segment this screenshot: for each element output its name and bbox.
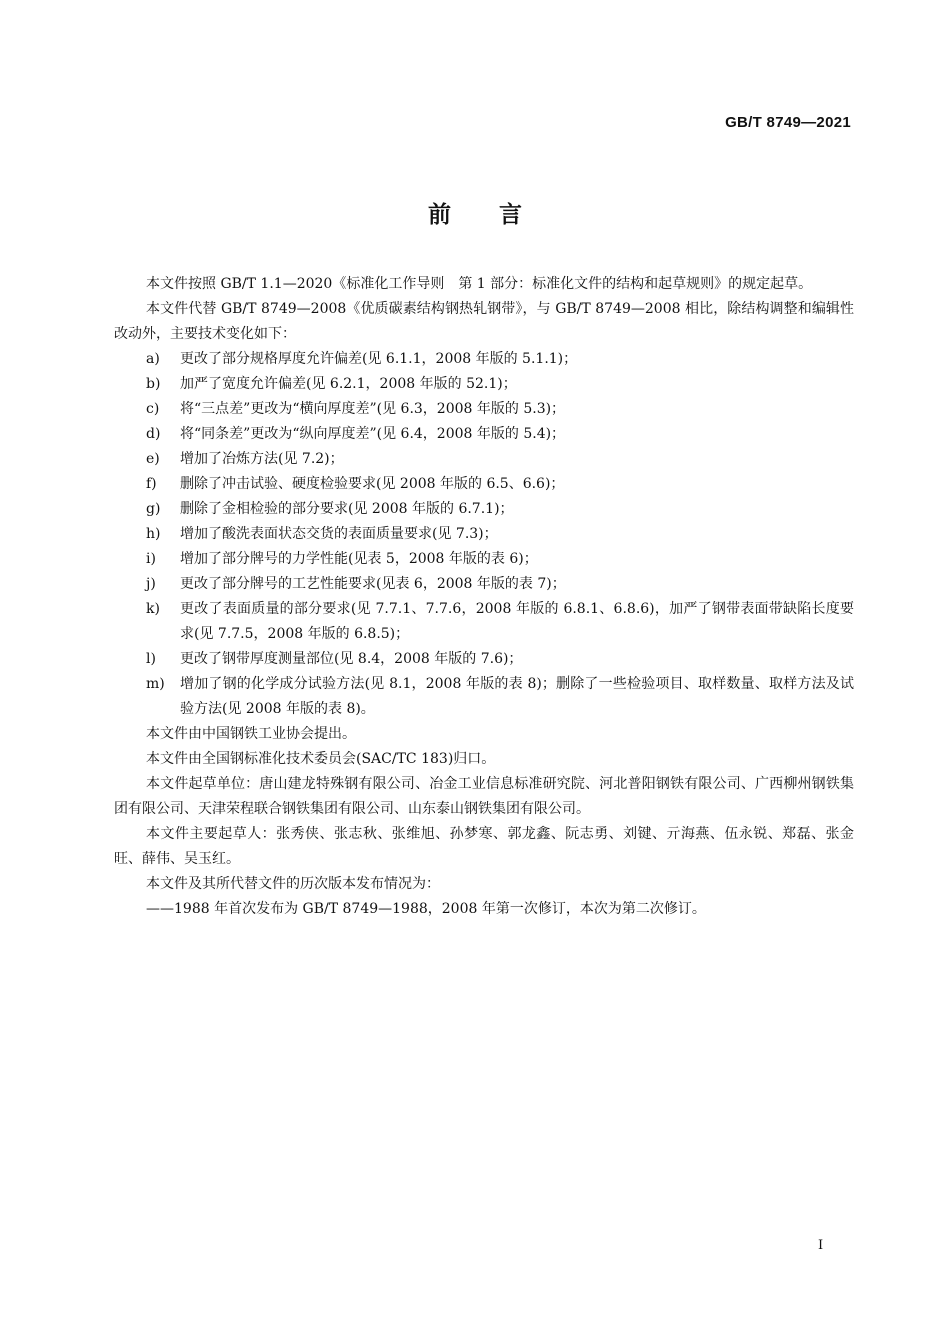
- intro-paragraph-replacement: 本文件代替 GB/T 8749—2008《优质碳素结构钢热轧钢带》，与 GB/T 8749—2008 相比，除结构调整和编辑性改动外，主要技术变化如下：: [114, 301, 854, 342]
- intro-paragraph-drafting-rules: 本文件按照 GB/T 1.1—2020《标准化工作导则 第 1 部分：标准化文件的结构和起草规则》的规定起草。: [146, 276, 813, 292]
- page-number: I: [818, 1238, 824, 1253]
- list-item: [114, 397, 854, 422]
- list-item-text: 增加了酸洗表面状态交货的表面质量要求(见 7.3)；: [180, 526, 498, 542]
- list-item: [114, 347, 854, 372]
- list-marker: m): [146, 676, 165, 692]
- proposer-paragraph: 本文件由中国钢铁工业协会提出。: [146, 726, 356, 742]
- list-marker: i): [146, 551, 156, 567]
- list-item-text: 增加了钢的化学成分试验方法(见 8.1，2008 年版的表 8)；删除了一些检验项目、取样数量、取样方法及试验方法(见 2008 年版的表 8)。: [180, 676, 854, 717]
- list-item-text: 将“三点差”更改为“横向厚度差”(见 6.3，2008 年版的 5.3)；: [180, 401, 566, 417]
- centralizing-body-paragraph: 本文件由全国钢标准化技术委员会(SAC/TC 183)归口。: [146, 751, 496, 767]
- list-marker: b): [146, 376, 161, 392]
- list-item-text: 更改了部分牌号的工艺性能要求(见表 6，2008 年版的表 7)；: [180, 576, 566, 592]
- standard-number: GB/T 8749—2021: [725, 114, 851, 131]
- list-item: [114, 422, 854, 447]
- list-marker: e): [146, 451, 160, 467]
- list-item-text: 增加了部分牌号的力学性能(见表 5，2008 年版的表 6)；: [180, 551, 538, 567]
- list-item: [114, 672, 854, 722]
- list-item-text: 更改了钢带厚度测量部位(见 8.4，2008 年版的 7.6)；: [180, 651, 523, 667]
- list-item: [114, 647, 854, 672]
- list-item: [114, 572, 854, 597]
- list-marker: l): [146, 651, 156, 667]
- foreword-body: [114, 272, 854, 922]
- drafters-paragraph: 本文件主要起草人：张秀侠、张志秋、张维旭、孙梦寒、郭龙鑫、阮志勇、刘键、亓海燕、伍永锐、郑磊、张金旺、薛伟、吴玉红。: [114, 826, 854, 867]
- release-history-heading: 本文件及其所代替文件的历次版本发布情况为：: [146, 876, 440, 892]
- list-item: [114, 597, 854, 647]
- list-item: [114, 497, 854, 522]
- list-item-text: 删除了冲击试验、硬度检验要求(见 2008 年版的 6.5、6.6)；: [180, 476, 565, 492]
- list-item: [114, 372, 854, 397]
- list-marker: a): [146, 351, 160, 367]
- list-marker: c): [146, 401, 160, 417]
- list-marker: d): [146, 426, 161, 442]
- list-marker: j): [146, 576, 156, 592]
- list-item-text: 更改了部分规格厚度允许偏差(见 6.1.1，2008 年版的 5.1.1)；: [180, 351, 578, 367]
- list-item: [114, 447, 854, 472]
- list-marker: f): [146, 476, 157, 492]
- page-title: 前言: [428, 202, 570, 228]
- list-item-text: 加严了宽度允许偏差(见 6.2.1，2008 年版的 52.1)；: [180, 376, 517, 392]
- list-marker: h): [146, 526, 161, 542]
- list-marker: k): [146, 601, 160, 617]
- release-history-entry: ——1988 年首次发布为 GB/T 8749—1988，2008 年第一次修订，本次为第二次修订。: [146, 901, 706, 917]
- list-marker: g): [146, 501, 161, 517]
- list-item-text: 更改了表面质量的部分要求(见 7.7.1、7.7.6，2008 年版的 6.8.1、6.8.6)，加严了钢带表面带缺陷长度要求(见 7.7.5，2008 年版的 6.8.5)；: [180, 601, 854, 642]
- list-item: [114, 547, 854, 572]
- list-item-text: 增加了冶炼方法(见 7.2)；: [180, 451, 344, 467]
- list-item: [114, 472, 854, 497]
- list-item-text: 将“同条差”更改为“纵向厚度差”(见 6.4，2008 年版的 5.4)；: [180, 426, 566, 442]
- list-item: [114, 522, 854, 547]
- technical-changes-list: [114, 347, 854, 722]
- drafting-units-paragraph: 本文件起草单位：唐山建龙特殊钢有限公司、冶金工业信息标准研究院、河北普阳钢铁有限公司、广西柳州钢铁集团有限公司、天津荣程联合钢铁集团有限公司、山东泰山钢铁集团有限公司。: [114, 776, 854, 817]
- list-item-text: 删除了金相检验的部分要求(见 2008 年版的 6.7.1)；: [180, 501, 514, 517]
